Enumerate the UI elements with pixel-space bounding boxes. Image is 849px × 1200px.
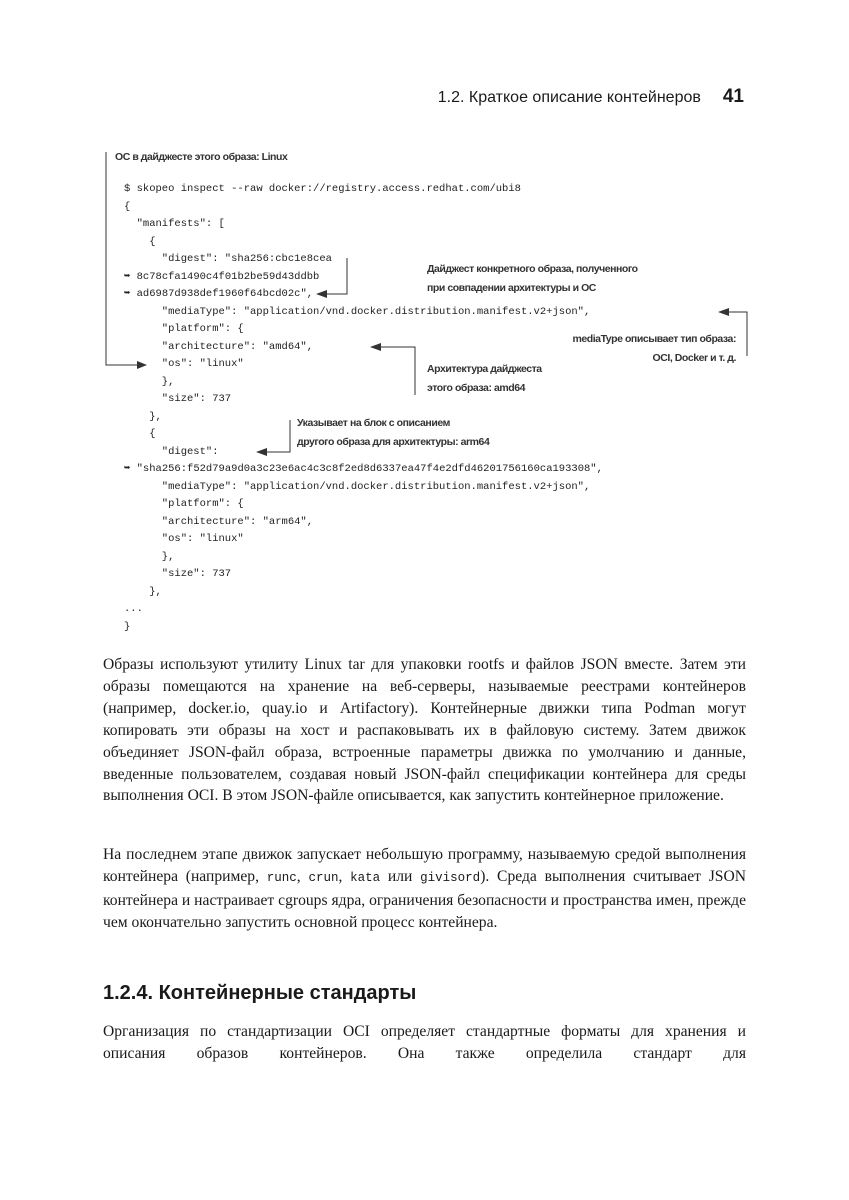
code-line: "platform": { [161,323,244,336]
code-line: { [149,428,156,441]
code-line: }, [149,585,162,598]
code-line: ➥ 8c78cfa1490c4f01b2be59d43ddbb [124,270,320,283]
code-line: $ skopeo inspect --raw docker://registry.access.redhat.com/ubi8 [124,183,521,195]
code-line: "os": "linux" [161,358,244,371]
code-givisord: givisord [420,870,481,885]
annotation-line: Дайджест конкретного образа, полученного [427,263,638,275]
annotation-line: этого образа: amd64 [427,382,525,394]
arrow-icon [137,361,147,369]
section-title: 1.2. Краткое описание контейнеров [437,89,701,106]
annotation-line: mediaType описывает тип образа: [572,333,736,345]
page-number: 41 [722,86,744,107]
arrow-icon [370,343,381,351]
code-line: "size": 737 [161,568,232,581]
code-line: }, [161,550,175,563]
paragraph-3 [103,1021,746,1065]
paragraph-2 [103,844,746,934]
annotation-digest [427,260,638,298]
code-line: { [124,200,131,213]
text: На последнем этапе движок запускает небольшую программу, называемую средой выполнения контейнера (например, [103,846,746,885]
code-line: "digest": "sha256:cbc1e8cea [161,253,332,266]
annotation-architecture [427,360,542,398]
annotation-line: Указывает на блок с описанием [297,417,450,429]
paragraph-text [103,844,746,934]
text: , [338,867,351,885]
annotation-other-image [297,414,489,452]
code-kata: kata [350,870,381,885]
code-line: "platform": { [161,498,244,511]
code-line: ➥ ad6987d938def1960f64bcd02c", [124,288,314,301]
code-line: ➥ "sha256:f52d79a9d0a3c23e6ac4c3c8f2ed8d6337ea47f4e2dfd46201756160ca193308", [124,463,603,476]
section-heading: 1.2.4. Контейнерные стандарты [103,982,417,1004]
code-line: "architecture": "arm64", [161,515,314,528]
arrow-icon [718,308,729,316]
annotation-os: ОС в дайджесте этого образа: Linux [115,151,288,163]
code-line: "os": "linux" [161,533,244,546]
code-crun: crun [308,870,339,885]
annotation-line: другого образа для архитектуры: arm64 [297,436,490,448]
paragraph-1 [103,654,746,807]
code-line: } [124,621,131,633]
text: ). Среда выполнения считывает JSON контейнера и настраивает cgroups ядра, ограничения безопасности и пространства имен, прежде чем окончательно запустить основной процесс контейнера. [103,867,746,931]
code-line: "size": 737 [161,393,232,406]
annotation-mediatype [572,330,736,368]
code-line: "mediaType": "application/vnd.docker.distribution.manifest.v2+json", [161,480,591,493]
code-line: "mediaType": "application/vnd.docker.distribution.manifest.v2+json", [161,305,591,318]
paragraph-text: Образы используют утилиту Linux tar для упаковки rootfs и файлов JSON вместе. Затем эти образы помещаются на хранение на веб-серверы, называемые реестрами контейнеров (например, docker.io, quay.io и Artifactory). Контейнерные движки типа Podman могут копировать эти образы на хост и распаковывать их в файловую систему. Затем движок объединяет JSON-файл образа, встроенные параметры движка по умолчанию и данные, введенные пользователем, создавая новый JSON-файл спецификации контейнера для среды выполнения OCI. В этом JSON-файле описывается, как запустить контейнерное приложение. [103,656,746,805]
annotation-line: Архитектура дайджеста [427,363,542,375]
arrow-icon [316,290,327,298]
code-line: "digest": [161,445,219,458]
arrow-icon [256,448,267,456]
code-line: "manifests": [ [136,218,225,231]
code-line: { [149,235,156,248]
code-line: }, [161,375,175,388]
annotation-line: при совпадении архитектуры и ОС [427,282,596,294]
code-line: "architecture": "amd64", [161,340,314,353]
annotation-line: OCI, Docker и т. д. [652,352,736,364]
paragraph-text: Организация по стандартизации OCI определяет стандартные форматы для хранения и описания образов контейнеров. Она также определила стандарт для [103,1023,746,1062]
text: , [296,867,309,885]
code-runc: runc [266,870,297,885]
code-line: }, [149,410,162,423]
text: или [380,867,421,885]
code-line: ... [124,603,143,616]
